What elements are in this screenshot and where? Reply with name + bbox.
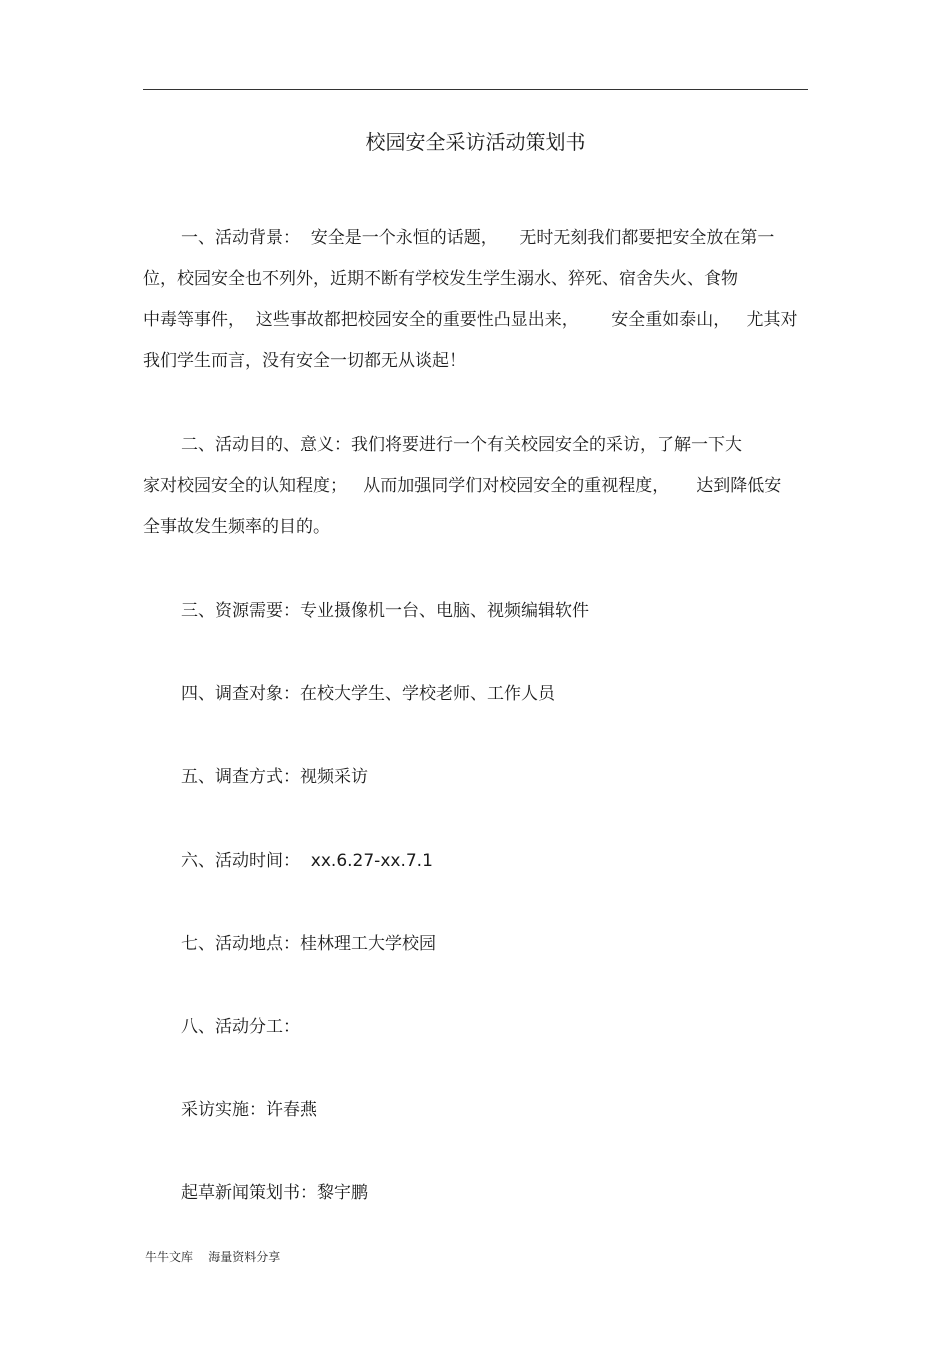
paragraph-line: 我们学生而言，没有安全一切都无从谈起！ xyxy=(143,351,466,371)
paragraph-purpose xyxy=(143,425,808,548)
paragraph-line: 家对校园安全的认知程度； 从而加强同学们对校园安全的重视程度， 达到降低安 xyxy=(143,476,782,496)
header-rule xyxy=(143,89,808,90)
paragraph-line: 位，校园安全也不列外，近期不断有学校发生学生溺水、猝死、宿舍失火、食物 xyxy=(143,269,738,289)
paragraph-line: 一、活动背景： 安全是一个永恒的话题， 无时无刻我们都要把安全放在第一 xyxy=(181,228,775,248)
section-activity-location: 七、活动地点：桂林理工大学校园 xyxy=(181,934,436,954)
paragraph-line: 全事故发生频率的目的。 xyxy=(143,517,330,537)
section-survey-targets: 四、调查对象：在校大学生、学校老师、工作人员 xyxy=(181,684,555,704)
footer-text: 牛牛文库 海量资料分享 xyxy=(145,1250,281,1264)
task-drafter: 起草新闻策划书：黎宇鹏 xyxy=(181,1183,368,1203)
section-survey-method: 五、调查方式：视频采访 xyxy=(181,767,368,787)
section-task-division: 八、活动分工： xyxy=(181,1017,300,1037)
section-resources: 三、资源需要：专业摄像机一台、电脑、视频编辑软件 xyxy=(181,601,589,621)
task-interviewer: 采访实施：许春燕 xyxy=(181,1100,317,1120)
section-activity-time: 六、活动时间： xx.6.27-xx.7.1 xyxy=(181,851,433,871)
paragraph-background xyxy=(143,218,808,382)
paragraph-line: 二、活动目的、意义：我们将要进行一个有关校园安全的采访，了解一下大 xyxy=(181,435,742,455)
document-title: 校园安全采访活动策划书 xyxy=(365,130,586,154)
paragraph-line: 中毒等事件， 这些事故都把校园安全的重要性凸显出来， 安全重如泰山， 尤其对 xyxy=(143,310,798,330)
